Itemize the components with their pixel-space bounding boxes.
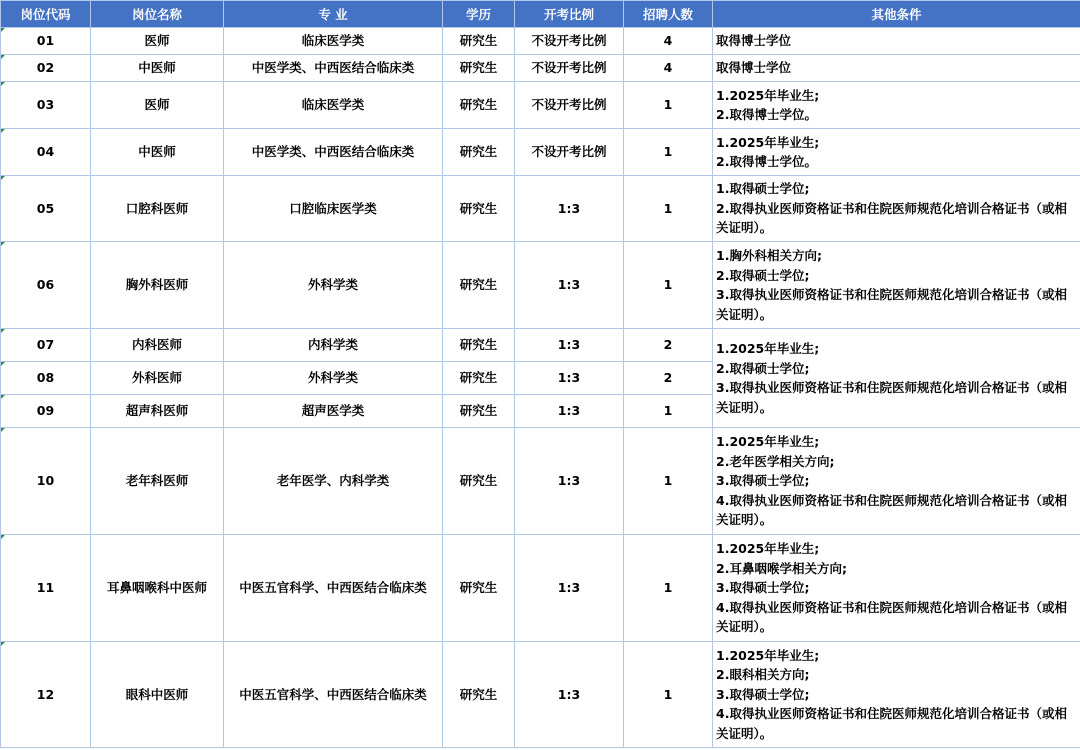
cell-name: 医师 — [91, 28, 224, 55]
table-row — [1, 55, 1080, 82]
cell-name: 医师 — [91, 82, 224, 129]
cell-count: 1 — [624, 428, 713, 535]
condition-line: 2.取得博士学位。 — [716, 107, 817, 122]
condition-line: 2.取得硕士学位; — [716, 360, 810, 376]
condition-line: 1.2025年毕业生; — [716, 341, 820, 356]
cell-conditions — [713, 82, 1080, 129]
header-major: 专 业 — [224, 1, 443, 28]
table-row — [1, 176, 1080, 242]
condition-line: 取得博士学位 — [716, 60, 792, 76]
cell-count: 2 — [624, 329, 713, 362]
header-conditions: 其他条件 — [713, 1, 1080, 28]
cell-name: 中医师 — [91, 129, 224, 176]
cell-major: 临床医学类 — [224, 28, 443, 55]
cell-code: 08 — [1, 362, 91, 395]
cell-code: 11 — [1, 535, 91, 642]
cell-code: 07 — [1, 329, 91, 362]
cell-major: 内科学类 — [224, 329, 443, 362]
header-row — [1, 1, 1080, 28]
table-row — [1, 129, 1080, 176]
cell-code: 12 — [1, 642, 91, 748]
condition-line: 2.老年医学相关方向; — [716, 453, 835, 469]
cell-ratio: 不设开考比例 — [515, 129, 624, 176]
cell-name: 中医师 — [91, 55, 224, 82]
cell-education: 研究生 — [443, 242, 515, 329]
cell-major: 口腔临床医学类 — [224, 176, 443, 242]
cell-count: 4 — [624, 28, 713, 55]
condition-line: 1.2025年毕业生; — [716, 134, 820, 150]
cell-major: 临床医学类 — [224, 82, 443, 129]
cell-count: 1 — [624, 535, 713, 642]
cell-major: 中医五官科学、中西医结合临床类 — [224, 642, 443, 748]
cell-conditions — [713, 642, 1080, 748]
cell-conditions — [713, 535, 1080, 642]
cell-name: 耳鼻咽喉科中医师 — [91, 535, 224, 642]
cell-count: 1 — [624, 82, 713, 129]
cell-conditions — [713, 242, 1080, 329]
cell-education: 研究生 — [443, 55, 515, 82]
header-education: 学历 — [443, 1, 515, 28]
condition-line: 3.取得硕士学位; — [716, 473, 810, 489]
header-name: 岗位名称 — [91, 1, 224, 28]
cell-conditions — [713, 129, 1080, 176]
condition-line: 4.取得执业医师资格证书和住院医师规范化培训合格证书（或相关证明）。 — [716, 492, 1067, 528]
condition-line: 2.眼科相关方向; — [716, 667, 810, 683]
cell-count: 1 — [624, 642, 713, 748]
cell-count: 1 — [624, 176, 713, 242]
cell-education: 研究生 — [443, 28, 515, 55]
cell-education: 研究生 — [443, 176, 515, 242]
table-row — [1, 28, 1080, 55]
table-row — [1, 642, 1080, 748]
cell-ratio: 1:3 — [515, 362, 624, 395]
cell-code: 03 — [1, 82, 91, 129]
table-row — [1, 82, 1080, 129]
cell-education: 研究生 — [443, 395, 515, 428]
condition-line: 4.取得执业医师资格证书和住院医师规范化培训合格证书（或相关证明）。 — [716, 706, 1067, 741]
cell-code: 01 — [1, 28, 91, 55]
cell-major: 中医学类、中西医结合临床类 — [224, 129, 443, 176]
cell-ratio: 1:3 — [515, 395, 624, 428]
cell-name: 口腔科医师 — [91, 176, 224, 242]
cell-major: 中医五官科学、中西医结合临床类 — [224, 535, 443, 642]
cell-count: 4 — [624, 55, 713, 82]
condition-line: 2.耳鼻咽喉学相关方向; — [716, 560, 847, 576]
cell-ratio: 不设开考比例 — [515, 82, 624, 129]
condition-line: 3.取得硕士学位; — [716, 686, 810, 702]
cell-ratio: 不设开考比例 — [515, 55, 624, 82]
table-row — [1, 242, 1080, 329]
table-row — [1, 535, 1080, 642]
condition-line: 1.2025年毕业生; — [716, 87, 820, 103]
cell-education: 研究生 — [443, 129, 515, 176]
cell-name: 外科医师 — [91, 362, 224, 395]
condition-line: 1.取得硕士学位; — [716, 181, 810, 197]
header-code: 岗位代码 — [1, 1, 91, 28]
cell-ratio: 1:3 — [515, 242, 624, 329]
condition-line: 2.取得博士学位。 — [716, 154, 817, 169]
cell-name: 眼科中医师 — [91, 642, 224, 748]
header-count: 招聘人数 — [624, 1, 713, 28]
cell-conditions — [713, 28, 1080, 55]
cell-count: 1 — [624, 242, 713, 329]
cell-education: 研究生 — [443, 82, 515, 129]
condition-line: 1.胸外科相关方向; — [716, 248, 822, 263]
condition-line: 3.取得执业医师资格证书和住院医师规范化培训合格证书（或相关证明）。 — [716, 380, 1067, 415]
cell-conditions-merged — [713, 329, 1080, 428]
condition-line: 4.取得执业医师资格证书和住院医师规范化培训合格证书（或相关证明）。 — [716, 599, 1067, 635]
cell-conditions — [713, 176, 1080, 242]
cell-conditions — [713, 428, 1080, 535]
cell-code: 04 — [1, 129, 91, 176]
cell-major: 超声医学类 — [224, 395, 443, 428]
cell-code: 02 — [1, 55, 91, 82]
condition-line: 取得博士学位 — [716, 33, 792, 49]
cell-ratio: 1:3 — [515, 535, 624, 642]
cell-ratio: 1:3 — [515, 176, 624, 242]
cell-code: 05 — [1, 176, 91, 242]
cell-code: 10 — [1, 428, 91, 535]
cell-code: 09 — [1, 395, 91, 428]
cell-major: 外科学类 — [224, 362, 443, 395]
cell-education: 研究生 — [443, 642, 515, 748]
condition-line: 1.2025年毕业生; — [716, 541, 820, 557]
cell-name: 胸外科医师 — [91, 242, 224, 329]
table-row — [1, 329, 1080, 362]
condition-line: 3.取得硕士学位; — [716, 580, 810, 596]
condition-line: 3.取得执业医师资格证书和住院医师规范化培训合格证书（或相关证明）。 — [716, 287, 1067, 322]
cell-education: 研究生 — [443, 362, 515, 395]
cell-ratio: 1:3 — [515, 428, 624, 535]
condition-line: 1.2025年毕业生; — [716, 434, 820, 450]
cell-name: 内科医师 — [91, 329, 224, 362]
cell-education: 研究生 — [443, 535, 515, 642]
cell-education: 研究生 — [443, 428, 515, 535]
condition-line: 2.取得硕士学位; — [716, 267, 810, 283]
cell-count: 1 — [624, 395, 713, 428]
cell-major: 中医学类、中西医结合临床类 — [224, 55, 443, 82]
cell-ratio: 1:3 — [515, 329, 624, 362]
condition-line: 2.取得执业医师资格证书和住院医师规范化培训合格证书（或相关证明）。 — [716, 200, 1067, 236]
cell-ratio: 不设开考比例 — [515, 28, 624, 55]
cell-count: 2 — [624, 362, 713, 395]
cell-major: 外科学类 — [224, 242, 443, 329]
cell-name: 老年科医师 — [91, 428, 224, 535]
cell-ratio: 1:3 — [515, 642, 624, 748]
cell-education: 研究生 — [443, 329, 515, 362]
cell-name: 超声科医师 — [91, 395, 224, 428]
condition-line: 1.2025年毕业生; — [716, 647, 820, 663]
cell-code: 06 — [1, 242, 91, 329]
header-ratio: 开考比例 — [515, 1, 624, 28]
cell-count: 1 — [624, 129, 713, 176]
cell-major: 老年医学、内科学类 — [224, 428, 443, 535]
cell-conditions — [713, 55, 1080, 82]
table-row — [1, 428, 1080, 535]
